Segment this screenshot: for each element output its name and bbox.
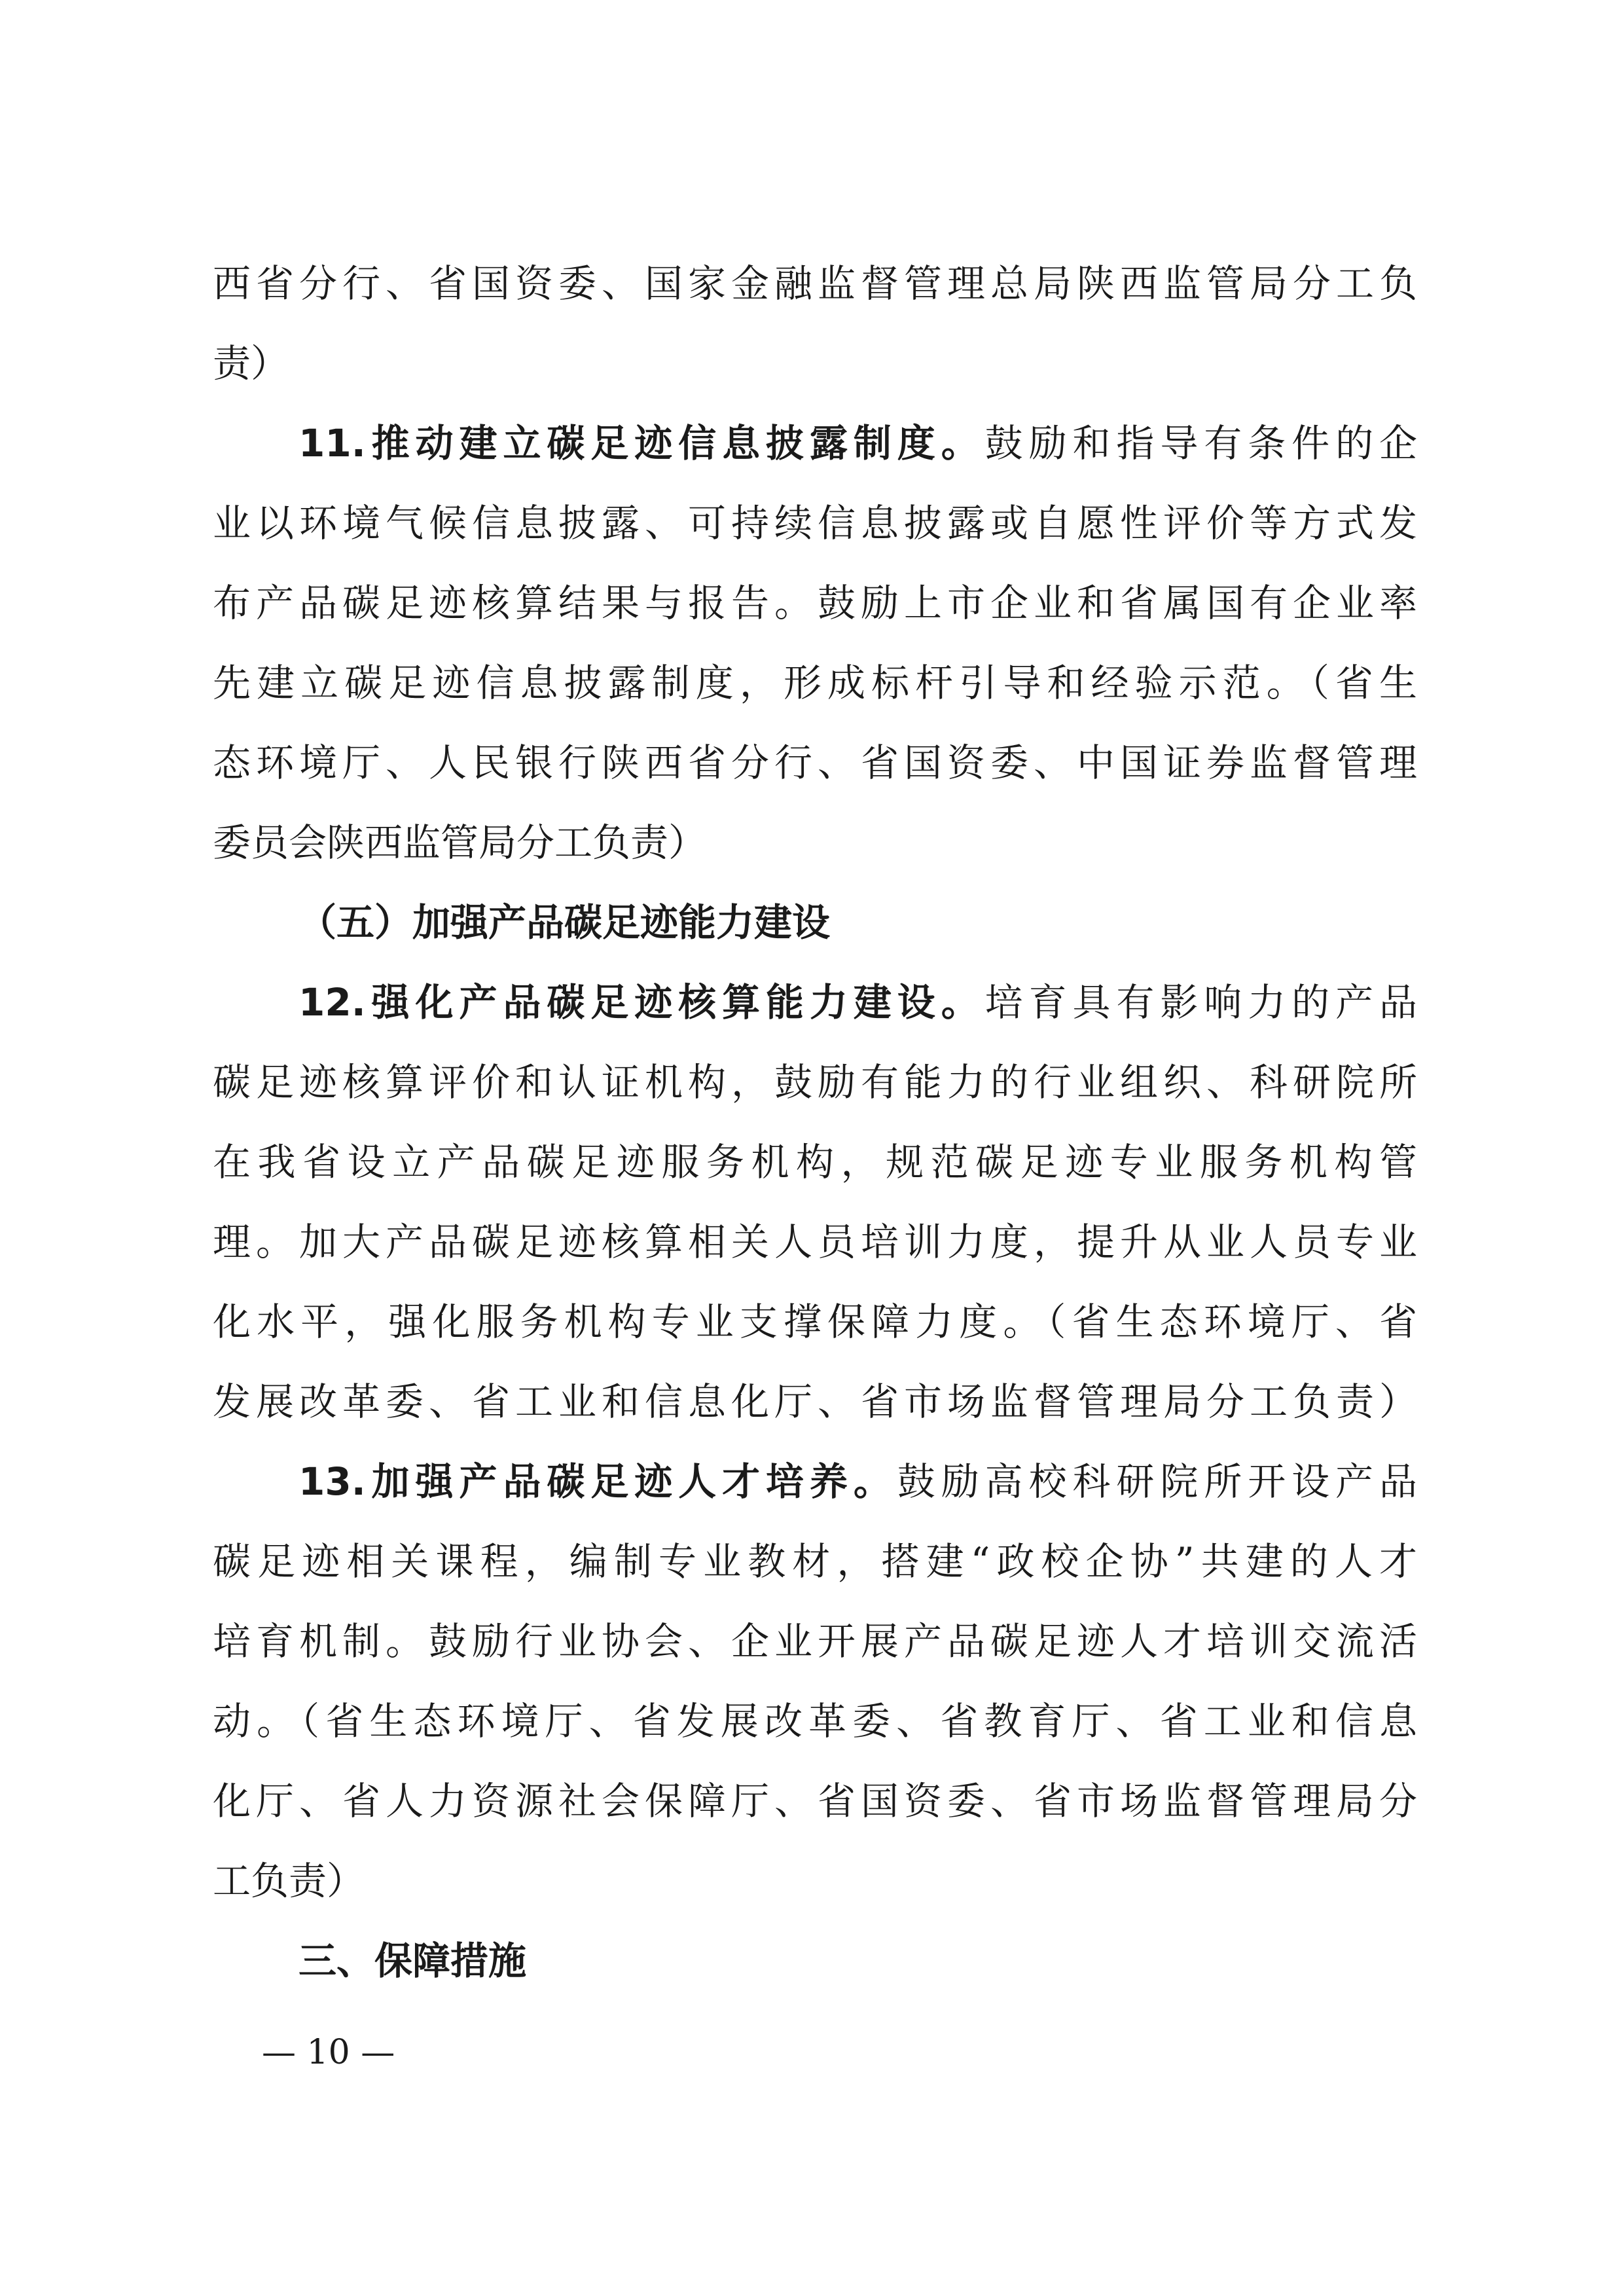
text-line: 西省分行、省国资委、国家金融监督管理总局陕西监管局分工负 bbox=[213, 261, 1417, 306]
text-line: 布产品碳足迹核算结果与报告。鼓励上市企业和省属国有企业率 bbox=[213, 581, 1417, 625]
item-text: 鼓励和指导有条件的企 bbox=[984, 421, 1417, 465]
text-line: 培育机制。鼓励行业协会、企业开展产品碳足迹人才培训交流活 bbox=[213, 1619, 1417, 1664]
page-number: — 10 — bbox=[262, 2033, 395, 2072]
text-line: 化水平，强化服务机构专业支撑保障力度。（省生态环境厅、省 bbox=[213, 1300, 1417, 1344]
item-title: 13.加强产品碳足迹人才培养。 bbox=[298, 1459, 897, 1504]
item-text: 培育具有影响力的产品 bbox=[984, 980, 1417, 1025]
item-text: 鼓励高校科研院所开设产品 bbox=[897, 1459, 1417, 1504]
text-line: 理。加大产品碳足迹核算相关人员培训力度，提升从业人员专业 bbox=[213, 1220, 1417, 1264]
section-heading: （五）加强产品碳足迹能力建设 bbox=[298, 900, 831, 945]
text-line: 碳足迹相关课程，编制专业教材，搭建“政校企协”共建的人才 bbox=[213, 1539, 1417, 1584]
item-title: 12.强化产品碳足迹核算能力建设。 bbox=[298, 980, 985, 1025]
text-line: 委员会陕西监管局分工负责） bbox=[213, 820, 707, 865]
text-line: 动。（省生态环境厅、省发展改革委、省教育厅、省工业和信息 bbox=[213, 1699, 1417, 1743]
text-line: 业以环境气候信息披露、可持续信息披露或自愿性评价等方式发 bbox=[213, 501, 1417, 545]
paragraph-first-line bbox=[298, 417, 1417, 469]
item-title: 11.推动建立碳足迹信息披露制度。 bbox=[298, 421, 985, 465]
text-line: 碳足迹核算评价和认证机构，鼓励有能力的行业组织、科研院所 bbox=[213, 1060, 1417, 1104]
text-line: 化厅、省人力资源社会保障厅、省国资委、省市场监督管理局分 bbox=[213, 1779, 1417, 1823]
text-line: 先建立碳足迹信息披露制度，形成标杆引导和经验示范。（省生 bbox=[213, 661, 1417, 705]
text-line: 态环境厅、人民银行陕西省分行、省国资委、中国证券监督管理 bbox=[213, 740, 1417, 785]
text-line: 工负责） bbox=[213, 1859, 365, 1903]
text-line: 责） bbox=[213, 341, 289, 386]
section-heading: 三、保障措施 bbox=[298, 1939, 527, 1983]
text-line: 在我省设立产品碳足迹服务机构，规范碳足迹专业服务机构管 bbox=[213, 1140, 1417, 1184]
paragraph-first-line bbox=[298, 1455, 1417, 1508]
paragraph-first-line bbox=[298, 976, 1417, 1029]
text-line: 发展改革委、省工业和信息化厅、省市场监督管理局分工负责） bbox=[213, 1379, 1417, 1424]
